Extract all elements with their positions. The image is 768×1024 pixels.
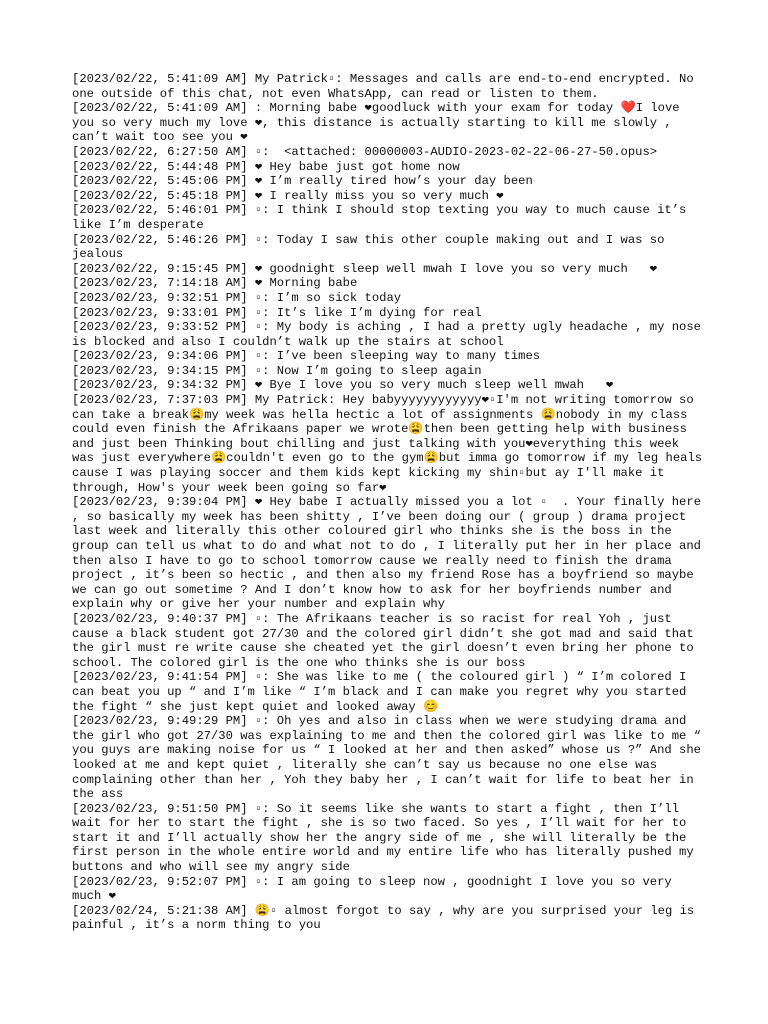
message-line-24: [2023/02/24, 5:21:38 AM] 😩▫ almost forgot to say , why are you surprised your leg is painful , it’s a norm thing to you bbox=[72, 903, 702, 933]
message-line-4: [2023/02/22, 5:44:48 PM] ❤ Hey babe just got home now bbox=[72, 159, 460, 174]
message-line-16: [2023/02/23, 9:34:32 PM] ❤ Bye I love you so very much sleep well mwah ❤ bbox=[72, 378, 614, 393]
message-line-15: [2023/02/23, 9:34:15 PM] ▫: Now I’m going to sleep again bbox=[72, 363, 482, 378]
message-line-3: [2023/02/22, 6:27:50 AM] ▫: <attached: 00000003-AUDIO-2023-02-22-06-27-50.opus> bbox=[72, 144, 658, 159]
message-line-2: [2023/02/22, 5:41:09 AM] : Morning babe ❤goodluck with your exam for today ❤️I love you so very much my love ❤, this distance is actually starting to kill me slowly , can’t wait too see you ❤ bbox=[72, 101, 687, 145]
message-line-11: [2023/02/23, 9:32:51 PM] ▫: I’m so sick today bbox=[72, 290, 402, 305]
message-line-5: [2023/02/22, 5:45:06 PM] ❤ I’m really tired how’s your day been bbox=[72, 174, 533, 189]
message-line-19: [2023/02/23, 9:40:37 PM] ▫: The Afrikaans teacher is so racist for real Yoh , just cause a black student got 27/30 and the colored girl didn’t she got mad and said that the girl must re write cause she cheated yet the girl doesn’t even bring her phone to school. The colored girl is the one who thinks she is our boss bbox=[72, 611, 701, 670]
message-line-17: [2023/02/23, 7:37:03 PM] My Patrick: Hey babyyyyyyyyyyyy❤▫I'm not writing tomorrow so can take a break😩my week was hella hectic a lot of assignments 😩nobody in my class could even finish the Afrikaans paper we wrote😩then been getting help with business and just been Thinking bout chilling and just talking with you❤everything this week was just everywhere😩couldn't even go to the gym😩but imma go tomorrow if my leg heals cause I was playing soccer and them kids kept kicking my shin▫but ay I'll make it through, How's your week been going so far❤ bbox=[72, 393, 710, 495]
message-line-18: [2023/02/23, 9:39:04 PM] ❤ Hey babe I actually missed you a lot ▫ . Your finally here , so basically my week has been shitty , I’ve been doing our ( group ) drama project last week and literally this other coloured girl who thinks she is the boss in the group can tell us what to do and what not to do , I literally put her in her place and then also I have to go to school tomorrow cause we really need to finish the drama project , it’s been so hectic , and then also my friend Rose has a boyfriend so maybe we can go out sometime ? And I don’t know how to ask for her boyfriends number and explain why or give her your number and explain why bbox=[72, 495, 709, 612]
message-line-7: [2023/02/22, 5:46:01 PM] ▫: I think I should stop texting you way to much cause it’s like I’m desperate bbox=[72, 203, 694, 232]
message-line-8: [2023/02/22, 5:46:26 PM] ▫: Today I saw this other couple making out and I was so jealous bbox=[72, 232, 672, 262]
chat-transcript bbox=[72, 72, 710, 933]
message-line-6: [2023/02/22, 5:45:18 PM] ❤ I really miss you so very much ❤ bbox=[72, 188, 504, 203]
message-line-22: [2023/02/23, 9:51:50 PM] ▫: So it seems like she wants to start a fight , then I’ll wait for her to start the fight , she is so two faced. So yes , I’ll wait for her to start it and I’ll actually show her the angry side of me , she will literally be the first person in the whole entire world and my entire life who has literally pushed my buttons and who will see my angry side bbox=[72, 801, 701, 875]
message-line-21: [2023/02/23, 9:49:29 PM] ▫: Oh yes and also in class when we were studying drama and the girl who got 27/30 was explaining to me and then the colored girl was like to me “ you guys are making noise for us “ I looked at her and then asked” whose us ?” And she looked at me and kept quiet , literally she can’t say us because no one else was complaining other than her , Yoh they baby her , I can’t wait for life to beat her in the ass bbox=[72, 714, 709, 802]
message-line-20: [2023/02/23, 9:41:54 PM] ▫: She was like to me ( the coloured girl ) “ I’m colored I can beat you up “ and I’m like “ I’m black and I can make you regret why you started the fight “ she just kept quiet and looked away 😊 bbox=[72, 670, 694, 714]
message-line-13: [2023/02/23, 9:33:52 PM] ▫: My body is aching , I had a pretty ugly headache , my nose is blocked and also I couldn’t walk up the stairs at school bbox=[72, 320, 709, 349]
message-line-1: [2023/02/22, 5:41:09 AM] My Patrick▫: Messages and calls are end-to-end encrypted. No one outside of this chat, not even WhatsApp, can read or listen to them. bbox=[72, 72, 701, 101]
message-line-10: [2023/02/23, 7:14:18 AM] ❤ Morning babe bbox=[72, 276, 358, 291]
message-line-14: [2023/02/23, 9:34:06 PM] ▫: I’ve been sleeping way to many times bbox=[72, 349, 541, 364]
message-line-23: [2023/02/23, 9:52:07 PM] ▫: I am going to sleep now , goodnight I love you so very much ❤ bbox=[72, 874, 680, 904]
message-line-12: [2023/02/23, 9:33:01 PM] ▫: It’s like I’m dying for real bbox=[72, 305, 482, 320]
message-line-9: [2023/02/22, 9:15:45 PM] ❤ goodnight sleep well mwah I love you so very much ❤ bbox=[72, 261, 658, 276]
